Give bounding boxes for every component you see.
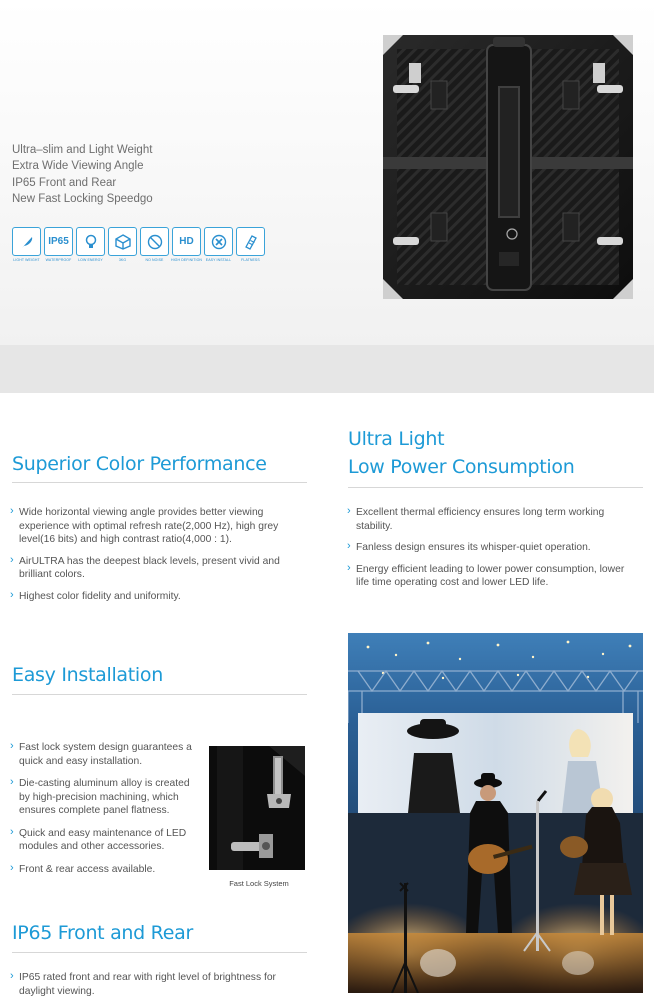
list-item: › Die-casting aluminum alloy is created by high-precision machining, which ensures complete panel flatness. <box>10 777 200 818</box>
list-item: › IP65 rated front and rear with right level of brightness for daylight viewing. <box>10 971 302 998</box>
concert-stage-photo <box>348 633 643 993</box>
feature-item: Ultra–slim and Light Weight <box>12 144 153 156</box>
feature-item: IP65 Front and Rear <box>12 176 117 189</box>
cube-icon: 3KG <box>108 227 137 256</box>
led-cabinet-image <box>379 27 637 302</box>
section-title-color: Superior Color Performance <box>12 453 267 475</box>
hd-icon: HD HIGH DEFINITION <box>172 227 201 256</box>
section-title-ultra-line2: Low Power Consumption <box>348 456 575 478</box>
list-item: › Wide horizontal viewing angle provides better viewing experience with optimal refresh rate(2,000 Hz), high grey level(16 bits) and high contrast ratio(4,000 : 1). <box>10 506 302 547</box>
fast-lock-caption: Fast Lock System <box>229 879 289 888</box>
list-item: › Energy efficient leading to lower power consumption, lower life time operating cost and lower LED life. <box>347 563 637 590</box>
install-feature-list <box>10 741 200 876</box>
list-item: › Highest color fidelity and uniformity. <box>10 590 302 604</box>
no-noise-icon: NO NOISE <box>140 227 169 256</box>
list-item: › Front & rear access available. <box>10 863 200 877</box>
bulb-icon: LOW ENERGY <box>76 227 105 256</box>
section-title-ultra-line1: Ultra Light <box>348 428 445 450</box>
section-title-install: Easy Installation <box>12 664 163 686</box>
ultra-feature-list <box>347 506 637 590</box>
list-item: › Fanless design ensures its whisper-quiet operation. <box>347 541 637 555</box>
feature-icon-row <box>12 227 265 262</box>
color-feature-list <box>10 506 302 603</box>
feature-item: New Fast Locking Speedgo <box>12 192 153 205</box>
feather-icon: LIGHT WEIGHT <box>12 227 41 256</box>
divider <box>348 487 643 488</box>
list-item: › Fast lock system design guarantees a quick and easy installation. <box>10 741 200 768</box>
list-item: › AirULTRA has the deepest black levels, present vivid and brilliant colors. <box>10 555 302 582</box>
section-title-ip65: IP65 Front and Rear <box>12 922 193 944</box>
grey-band-divider <box>0 345 654 393</box>
feature-list <box>12 142 153 207</box>
feature-item: Extra Wide Viewing Angle <box>12 160 144 173</box>
flatness-icon: FLATNESS <box>236 227 265 256</box>
divider <box>12 694 307 695</box>
tool-icon: EASY INSTALL <box>204 227 233 256</box>
ip65-icon: IP65 WATERPROOF <box>44 227 73 256</box>
list-item: › Excellent thermal efficiency ensures long term working stability. <box>347 506 637 533</box>
divider <box>12 952 307 953</box>
fast-lock-image <box>209 746 305 870</box>
divider <box>12 482 307 483</box>
list-item: › Quick and easy maintenance of LED modules and other accessories. <box>10 827 200 854</box>
ip65-feature-list <box>10 971 302 998</box>
